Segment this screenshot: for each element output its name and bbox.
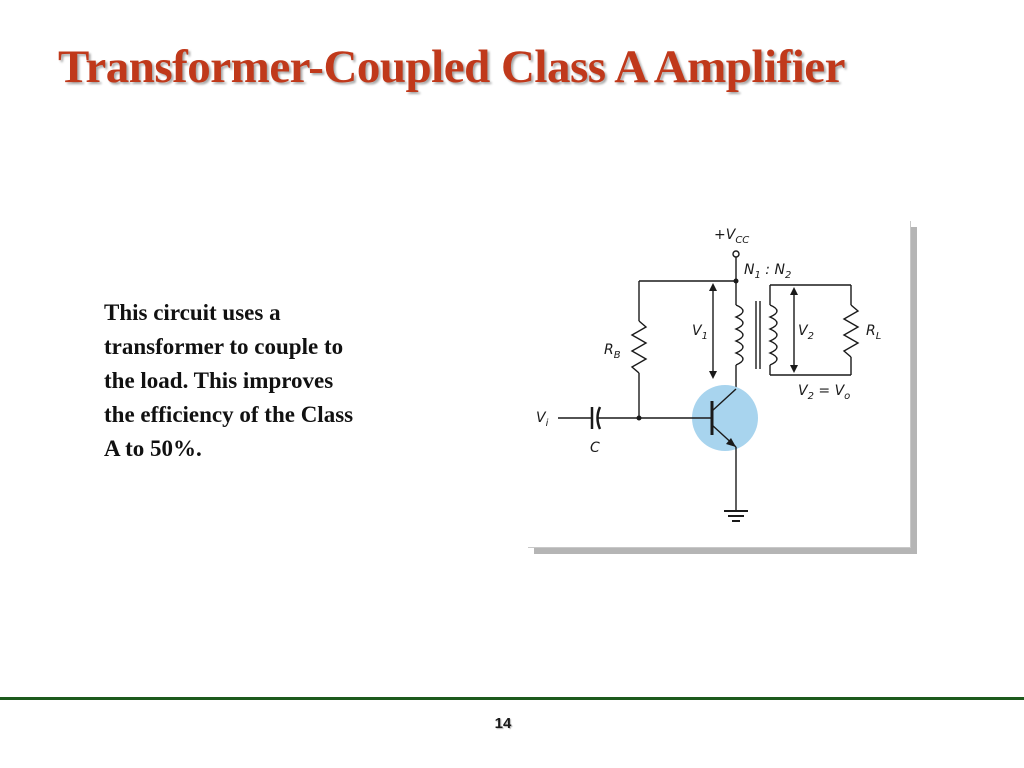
vi-label: $V_i$: [536, 410, 549, 429]
body-line: the load. This improves: [104, 368, 334, 393]
v2-arrowhead-down: [790, 365, 798, 373]
junction-dot: [734, 279, 739, 284]
body-line: transformer to couple to: [104, 334, 344, 359]
circuit-figure: [528, 221, 911, 548]
rb-resistor: [632, 321, 646, 373]
rl-label: $R_L$: [866, 323, 882, 342]
rb-label: $R_B$: [604, 342, 621, 361]
turns-ratio-label: $N_1$ : $N_2$: [744, 262, 792, 281]
rl-resistor: [844, 305, 858, 357]
vcc-label: $+V_{CC}$: [714, 227, 750, 246]
c-label: C: [590, 440, 600, 456]
secondary-coil: [770, 305, 777, 365]
slide-title: Transformer-Coupled Class A Amplifier: [58, 41, 845, 93]
v1-label: $V_1$: [692, 323, 708, 342]
vcc-terminal: [733, 251, 739, 257]
junction-dot: [637, 416, 642, 421]
footer-divider: [0, 697, 1024, 700]
primary-coil: [736, 305, 743, 365]
body-text: [104, 296, 434, 466]
v2-arrowhead-up: [790, 287, 798, 295]
v1-arrowhead-up: [709, 283, 717, 291]
v2-vo-label: $V_2 = V_o$: [798, 383, 851, 402]
body-line: the efficiency of the Class: [104, 402, 354, 427]
circuit-diagram: [528, 221, 910, 547]
body-line: This circuit uses a: [104, 300, 281, 325]
page-number: 14: [494, 715, 512, 732]
body-line: A to 50%.: [104, 436, 202, 461]
v2-label: $V_2$: [798, 323, 814, 342]
v1-arrowhead-down: [709, 371, 717, 379]
